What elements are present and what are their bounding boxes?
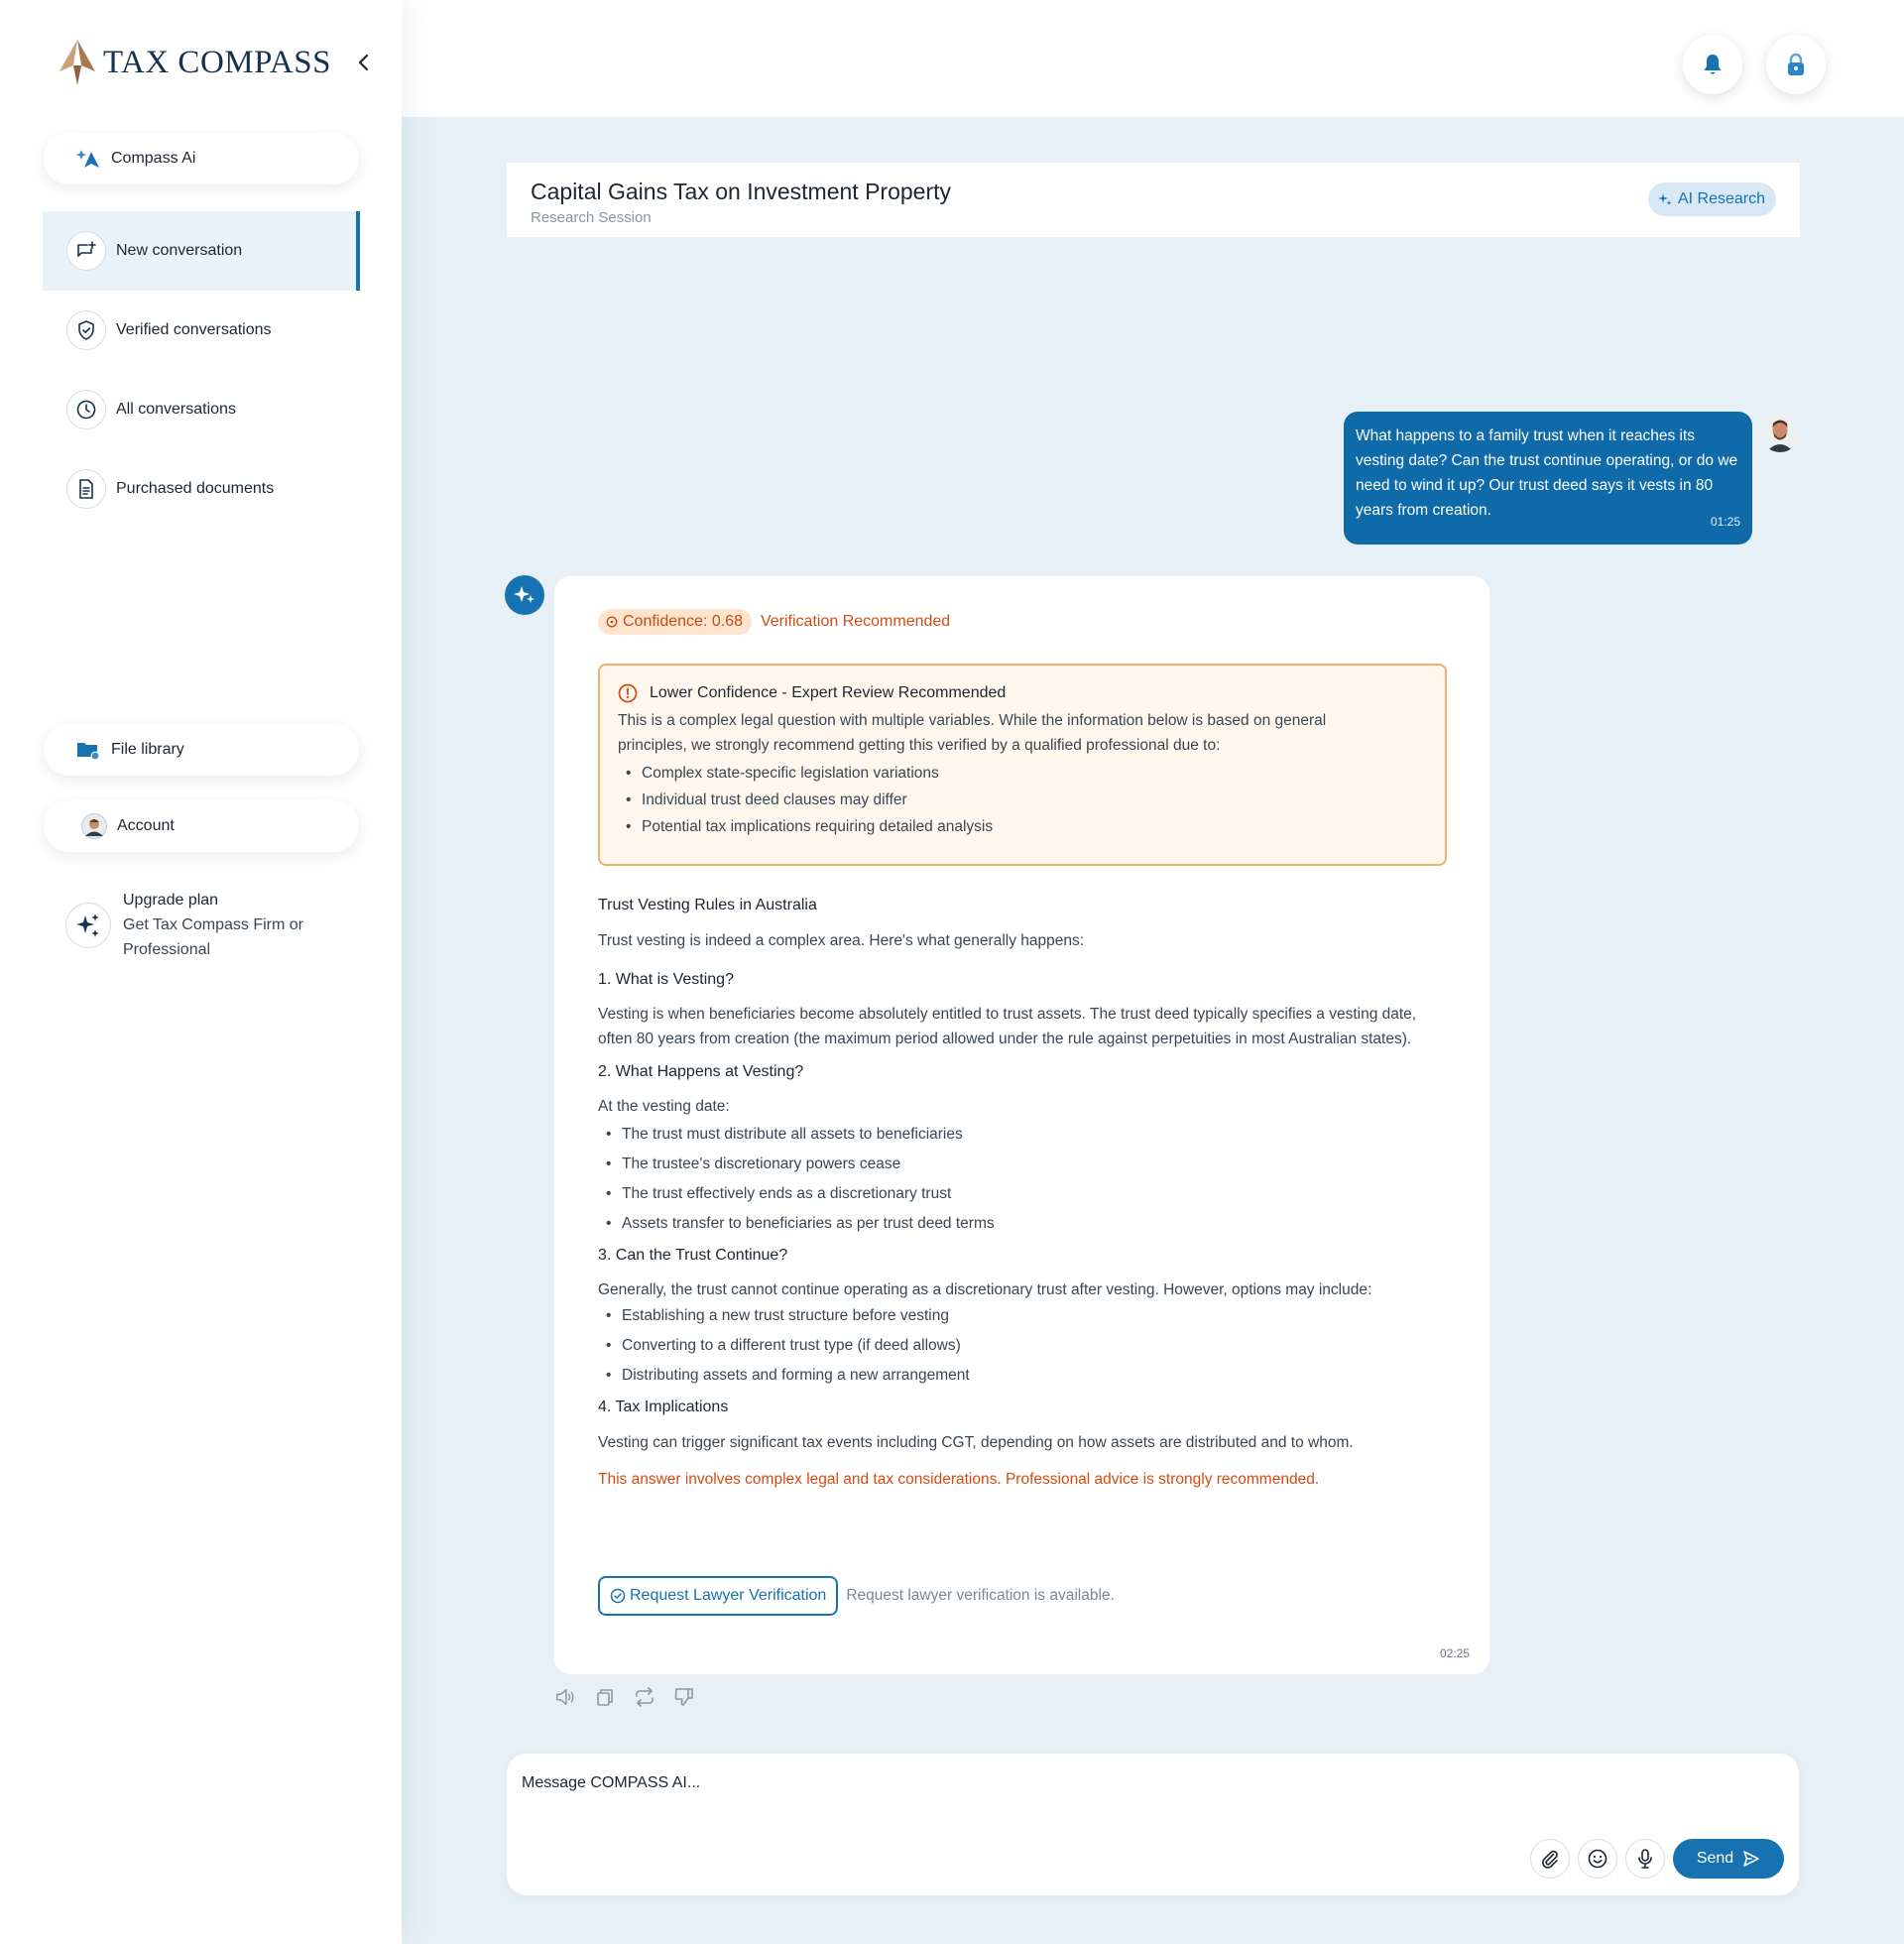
speaker-button[interactable] — [554, 1686, 576, 1708]
message-actions — [554, 1686, 695, 1708]
file-library-button[interactable] — [44, 724, 359, 776]
list-item: • The trust effectively ends as a discretionary trust — [598, 1179, 1451, 1209]
lock-button[interactable] — [1766, 35, 1826, 94]
compass-logo-icon — [58, 38, 97, 87]
advice-note: This answer involves complex legal and tax considerations. Professional advice is strongly recommended. — [598, 1471, 1320, 1488]
user-message — [1344, 412, 1752, 545]
send-label: Send — [1696, 1850, 1734, 1867]
info-circle-icon — [606, 616, 618, 628]
section-title: 3. Can the Trust Continue? — [598, 1247, 788, 1264]
check-circle-icon — [610, 1588, 626, 1604]
sparkle-arrow-icon — [75, 146, 101, 172]
top-bar — [402, 0, 1904, 117]
response-heading: Trust Vesting Rules in Australia — [598, 897, 817, 913]
upgrade-plan[interactable] — [65, 888, 311, 962]
user-avatar — [1760, 413, 1800, 452]
brand-logo[interactable] — [58, 38, 331, 87]
section-text: At the vesting date: — [598, 1098, 730, 1115]
ai-message-time: 02:25 — [1439, 1646, 1470, 1660]
ai-research-label: AI Research — [1677, 190, 1765, 207]
speaker-icon — [554, 1686, 576, 1708]
sparkles-icon — [65, 903, 111, 948]
sidebar-item-label: Verified conversations — [116, 321, 272, 338]
session-subtitle: Research Session — [531, 209, 652, 226]
sparkles-icon — [512, 582, 537, 608]
session-title: Capital Gains Tax on Investment Property — [531, 179, 952, 204]
chat-plus-icon — [66, 231, 106, 271]
clock-icon — [66, 390, 106, 429]
paperclip-icon — [1540, 1849, 1560, 1869]
verification-recommended: Verification Recommended — [760, 613, 951, 630]
section-text: Vesting can trigger significant tax events including CGT, depending on how assets are distributed and to whom. — [598, 1434, 1354, 1451]
warning-title: Lower Confidence - Expert Review Recommended — [650, 684, 1007, 701]
list-item: • Potential tax implications requiring detailed analysis — [618, 813, 1445, 840]
sidebar — [0, 0, 402, 1944]
warning-list — [618, 760, 1445, 840]
section-title: 2. What Happens at Vesting? — [598, 1063, 804, 1080]
confidence-row — [598, 609, 950, 635]
warning-box — [598, 664, 1447, 866]
send-button[interactable] — [1673, 1839, 1784, 1879]
ai-response-card — [554, 576, 1489, 1674]
smiley-icon — [1587, 1848, 1608, 1870]
ai-avatar — [505, 575, 544, 615]
compass-ai-button[interactable] — [44, 133, 359, 184]
user-message-time: 01:25 — [1710, 515, 1740, 529]
thumbs-down-icon — [673, 1686, 695, 1708]
sidebar-item-verified-conversations[interactable] — [43, 291, 360, 370]
send-icon — [1742, 1850, 1760, 1868]
list-item: • Converting to a different trust type (if deed allows) — [598, 1331, 1451, 1361]
response-content — [598, 894, 1451, 1492]
request-lawyer-verification-button[interactable] — [598, 1576, 838, 1616]
list-item: • The trust must distribute all assets to beneficiaries — [598, 1120, 1451, 1150]
emoji-button[interactable] — [1578, 1839, 1617, 1879]
copy-icon — [595, 1687, 615, 1707]
sidebar-item-label: New conversation — [116, 242, 243, 259]
section-text: Vesting is when beneficiaries become absolutely entitled to trust assets. The trust deed typically specifies a vesting date, often 80 years from creation (the maximum period allowed under the rule against perpetuities in most Australian states). — [598, 1006, 1417, 1047]
list-item: • Complex state-specific legislation variations — [618, 760, 1445, 787]
account-button[interactable] — [44, 800, 359, 852]
repeat-icon — [634, 1687, 655, 1707]
bullet-list — [598, 1301, 1451, 1391]
chevron-left-icon — [356, 53, 372, 72]
section-text: Generally, the trust cannot continue operating as a discretionary trust after vesting. However, options may include: — [598, 1281, 1372, 1298]
list-item: • Establishing a new trust structure before vesting — [598, 1301, 1451, 1331]
folder-icon — [75, 737, 101, 763]
confidence-label: Confidence: 0.68 — [623, 613, 743, 630]
section-title: 1. What is Vesting? — [598, 971, 734, 988]
lock-icon — [1785, 52, 1807, 77]
sidebar-item-new-conversation[interactable] — [43, 211, 360, 291]
user-message-text: What happens to a family trust when it reaches its vesting date? Can the trust continue operating, or do we need to wind it up? Our trust deed says it vests in 80 years from creation. — [1356, 427, 1738, 519]
upgrade-subtitle: Get Tax Compass Firm or Professional — [123, 916, 303, 958]
copy-button[interactable] — [594, 1686, 616, 1708]
attach-button[interactable] — [1530, 1839, 1570, 1879]
confidence-badge — [598, 609, 752, 635]
session-header — [507, 163, 1800, 237]
ai-research-badge[interactable] — [1648, 182, 1776, 216]
document-icon — [66, 469, 106, 509]
file-library-label: File library — [111, 741, 184, 758]
sidebar-item-label: All conversations — [116, 401, 236, 418]
list-item: • Assets transfer to beneficiaries as per trust deed terms — [598, 1209, 1451, 1239]
bell-icon — [1701, 52, 1725, 77]
upgrade-title: Upgrade plan — [123, 892, 219, 909]
collapse-sidebar-button[interactable] — [347, 46, 381, 79]
message-input[interactable] — [522, 1768, 1712, 1798]
account-avatar — [81, 813, 107, 839]
bullet-list — [598, 1120, 1451, 1239]
warning-text: This is a complex legal question with multiple variables. While the information below is based on general principles, we strongly recommend getting this verified by a qualified professional due to: — [618, 712, 1327, 754]
shield-check-icon — [66, 310, 106, 350]
regenerate-button[interactable] — [634, 1686, 655, 1708]
thumbs-down-button[interactable] — [673, 1686, 695, 1708]
list-item: • Individual trust deed clauses may differ — [618, 787, 1445, 813]
compass-ai-label: Compass Ai — [111, 150, 196, 167]
verification-availability: Request lawyer verification is available. — [846, 1587, 1115, 1604]
sparkle-icon — [1658, 192, 1672, 206]
list-item: • Distributing assets and forming a new arrangement — [598, 1361, 1451, 1391]
response-intro: Trust vesting is indeed a complex area. Here's what generally happens: — [598, 932, 1085, 949]
request-lawyer-verification-label: Request Lawyer Verification — [630, 1587, 827, 1604]
account-label: Account — [117, 817, 175, 834]
section-title: 4. Tax Implications — [598, 1398, 729, 1415]
message-composer — [507, 1754, 1799, 1895]
sidebar-item-label: Purchased documents — [116, 480, 275, 497]
alert-circle-icon — [618, 683, 638, 703]
brand-name: TAX COMPASS — [103, 44, 331, 80]
microphone-icon — [1635, 1848, 1655, 1870]
list-item: • The trustee's discretionary powers cease — [598, 1150, 1451, 1179]
verification-row — [598, 1576, 1115, 1616]
microphone-button[interactable] — [1625, 1839, 1665, 1879]
sidebar-item-all-conversations[interactable] — [43, 370, 360, 449]
sidebar-item-purchased-documents[interactable] — [43, 449, 360, 529]
notifications-button[interactable] — [1683, 35, 1742, 94]
